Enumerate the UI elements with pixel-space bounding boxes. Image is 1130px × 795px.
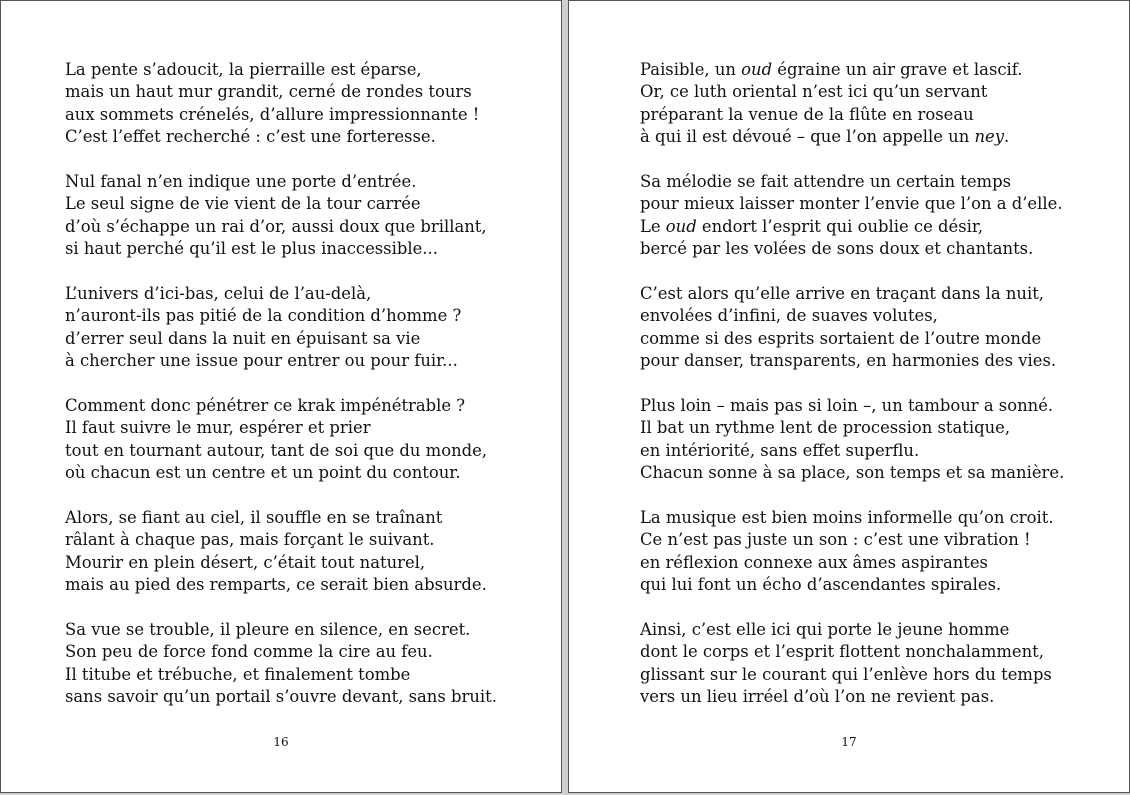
verse-line: tout en tournant autour, tant de soi que du monde, [65,440,488,460]
verse-line: Mourir en plein désert, c’était tout naturel, [65,552,426,572]
verse-line: Sa vue se trouble, il pleure en silence, en secret. [65,620,471,640]
line-segment: Le [640,216,666,236]
verse-line: Il bat un rythme lent de procession statique, [640,418,1011,438]
verse-line: dont le corps et l’esprit flottent nonchalamment, [640,642,1044,662]
verse-line: où chacun est un centre et un point du contour. [65,463,461,483]
verse-line: La pente s’adoucit, la pierraille est éparse, [65,60,422,79]
verse-line [640,216,1064,238]
verse-line: Il titube et trébuche, et finalement tombe [65,664,411,684]
stanza [65,395,497,485]
poem-text [65,59,497,731]
stanza [640,507,1064,597]
verse-line: bercé par les volées de sons doux et chantants. [640,239,1034,259]
verse-line: Sa mélodie se fait attendre un certain temps [640,172,1011,192]
stanza [65,619,497,709]
verse-line: pour mieux laisser monter l’envie que l’on a d’elle. [640,194,1063,214]
verse-line: mais au pied des remparts, ce serait bien absurde. [65,575,487,595]
verse-line: Plus loin – mais pas si loin –, un tambour a sonné. [640,396,1054,416]
verse-line: pour danser, transparents, en harmonies des vies. [640,351,1057,371]
verse-line: Comment donc pénétrer ce krak impénétrable ? [65,396,466,416]
verse-line: aux sommets crénelés, d’allure impressionnante ! [65,104,480,124]
italic-word: ney [974,127,1005,147]
verse-line [640,126,1064,148]
verse-line: Nul fanal n’en indique une porte d’entrée. [65,172,417,192]
stanza [65,59,497,149]
verse-line: L’univers d’ici-bas, celui de l’au-delà, [65,284,372,304]
left-page [0,0,562,793]
poem-text [640,59,1064,731]
line-segment: endort l’esprit qui oublie ce désir, [696,216,984,236]
verse-line [640,59,1064,81]
stanza [65,171,497,261]
verse-line: Ce n’est pas juste un son : c’est une vibration ! [640,530,1031,550]
verse-line: si haut perché qu’il est le plus inaccessible... [65,239,438,259]
italic-word: oud [665,216,697,236]
verse-line: Son peu de force fond comme la cire au feu. [65,642,433,662]
right-page [568,0,1130,793]
verse-line: envolées d’infini, de suaves volutes, [640,306,938,326]
page-number: 17 [841,735,857,749]
verse-line: C’est alors qu’elle arrive en traçant dans la nuit, [640,284,1044,304]
verse-line: La musique est bien moins informelle qu’on croit. [640,508,1054,528]
verse-line: en réflexion connexe aux âmes aspirantes [640,552,988,572]
italic-word: oud [741,60,773,79]
verse-line: C’est l’effet recherché : c’est une forteresse. [65,127,436,147]
verse-line: d’où s’échappe un rai d’or, aussi doux que brillant, [65,216,487,236]
verse-line: glissant sur le courant qui l’enlève hors du temps [640,664,1052,684]
stanza [65,283,497,373]
stanza [640,59,1064,149]
verse-line: vers un lieu irréel d’où l’on ne revient pas. [640,687,995,707]
verse-line: Or, ce luth oriental n’est ici qu’un servant [640,82,988,102]
verse-line: Ainsi, c’est elle ici qui porte le jeune homme [640,620,1010,640]
verse-line: n’auront-ils pas pitié de la condition d’homme ? [65,306,462,326]
verse-line: mais un haut mur grandit, cerné de rondes tours [65,82,472,102]
verse-line: en intériorité, sans effet superflu. [640,440,920,460]
verse-line: comme si des esprits sortaient de l’outre monde [640,328,1042,348]
line-segment: à qui il est dévoué – que l’on appelle un [640,127,975,147]
stanza [640,395,1064,485]
verse-line: râlant à chaque pas, mais forçant le suivant. [65,530,435,550]
page-number: 16 [273,735,289,749]
stanza [65,507,497,597]
stanza [640,171,1064,261]
line-segment: égraine un air grave et lascif. [772,60,1023,79]
stanza [640,283,1064,373]
verse-line: sans savoir qu’un portail s’ouvre devant, sans bruit. [65,687,497,707]
verse-line: qui lui font un écho d’ascendantes spirales. [640,575,1002,595]
line-segment: . [1004,127,1010,147]
verse-line: Le seul signe de vie vient de la tour carrée [65,194,421,214]
verse-line: préparant la venue de la flûte en roseau [640,104,974,124]
verse-line: Alors, se fiant au ciel, il souffle en se traînant [65,508,443,528]
verse-line: Chacun sonne à sa place, son temps et sa manière. [640,463,1065,483]
verse-line: d’errer seul dans la nuit en épuisant sa vie [65,328,421,348]
line-segment: Paisible, un [640,60,742,79]
verse-line: à chercher une issue pour entrer ou pour fuir... [65,351,458,371]
verse-line: Il faut suivre le mur, espérer et prier [65,418,371,438]
stanza [640,619,1064,709]
